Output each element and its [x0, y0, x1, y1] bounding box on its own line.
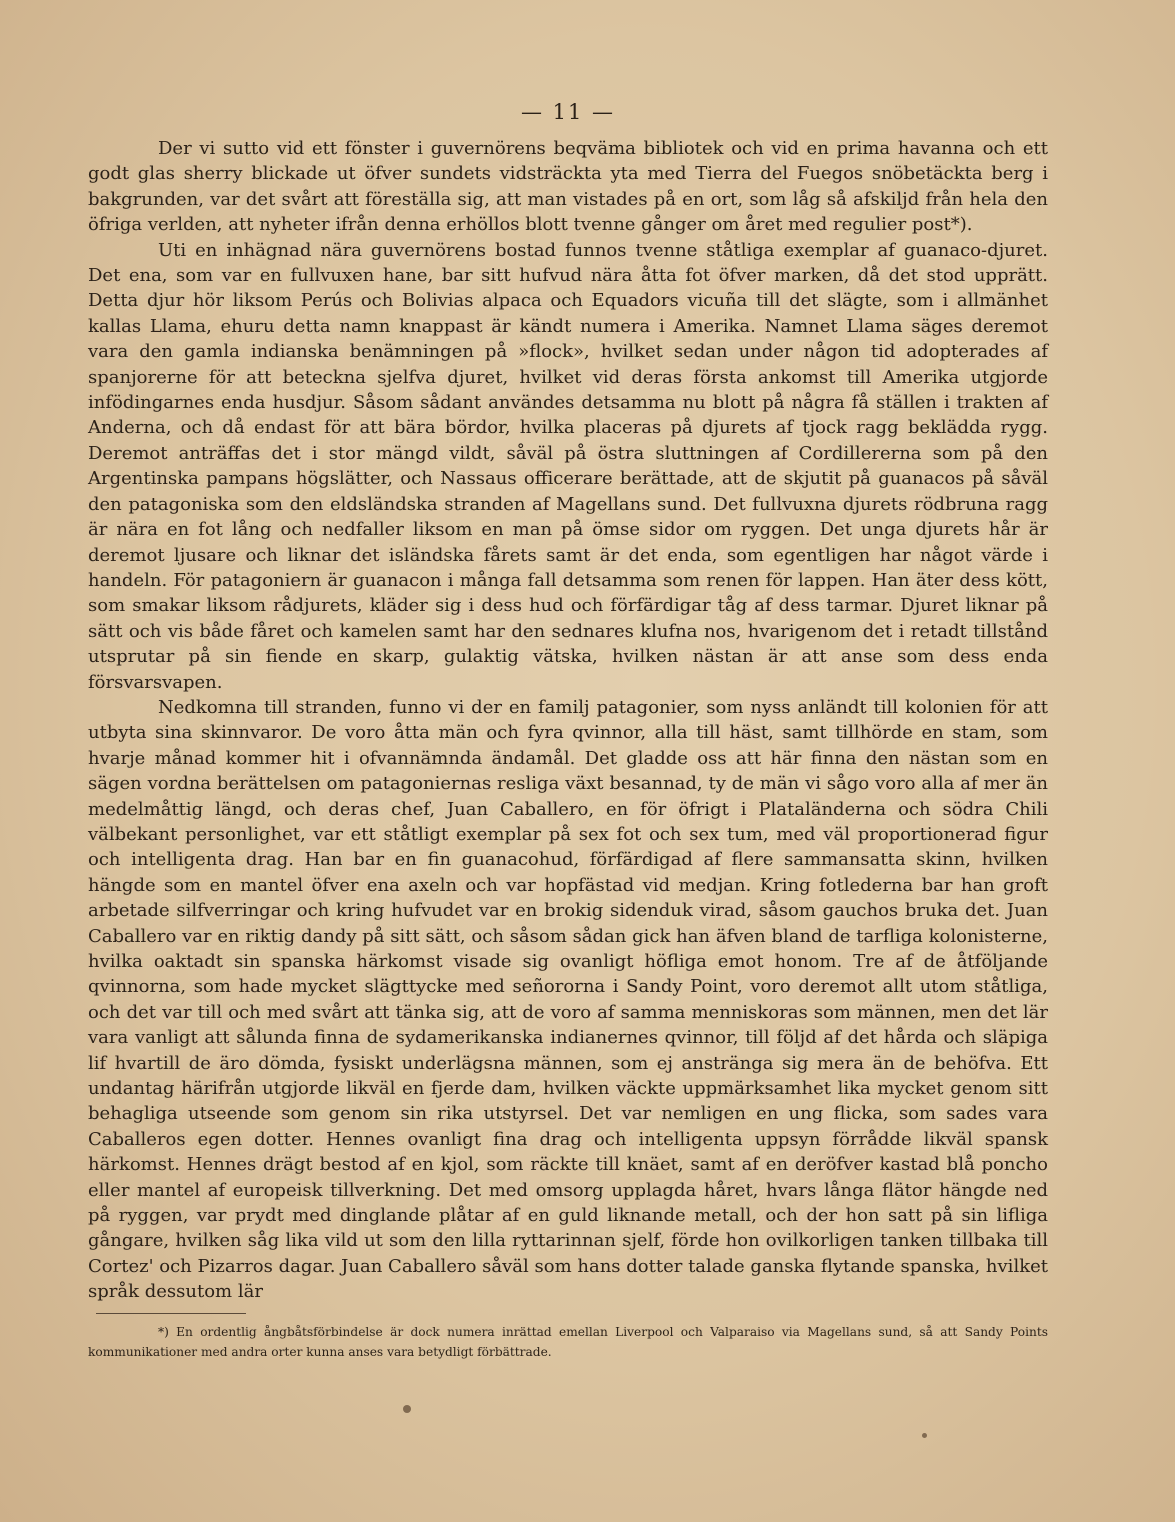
book-page — [88, 100, 1048, 1362]
body-text — [88, 136, 1048, 1305]
paragraph: Uti en inhägnad nära guvernörens bostad funnos tvenne ståtliga exemplar af guanaco-djuret. Det ena, som var en fullvuxen hane, bar sitt hufvud nära åtta fot öfver marken, då det stod upprätt. Detta djur hör liksom Perús och Bolivias alpaca och Equadors vicuña till det slägte, som i allmänhet kallas Llama, ehuru detta namn knappast är kändt numera i Amerika. Namnet Llama säges deremot vara den gamla indianska benämningen på »flock», hvilket sedan under någon tid adopterades af spanjorerne för att beteckna sjelfva djuret, hvilket vid deras första ankomst till Amerika utgjorde infödingarnes enda husdjur. Såsom sådant användes detsamma nu blott på några få ställen i trakten af Anderna, och då endast för att bära bördor, hvilka placeras på djurets af tjock ragg beklädda rygg. Deremot anträffas det i stor mängd vildt, såväl på östra sluttningen af Cordillererna som på den Argentinska pampans högslätter, och Nassaus officerare berättade, att de skjutit på guanacos på såväl den patagoniska som den eldsländska stranden af Magellans sund. Det fullvuxna djurets rödbruna ragg är nära en fot lång och nedfaller liksom en man på ömse sidor om ryggen. Det unga djurets hår är deremot ljusare och liknar det isländska fårets samt är det enda, som egentligen har något värde i handeln. För patagoniern är guanacon i många fall detsamma som renen för lappen. Han äter dess kött, som smakar liksom rådjurets, kläder sig i dess hud och förfärdigar tåg af dess tarmar. Djuret liknar på sätt och vis både fåret och kamelen samt har den sednares klufna nos, hvarigenom det i retadt tillstånd utsprutar på sin fiende en skarp, gulaktig vätska, hvilken nästan är att anse som dess enda försvarsvapen. — [88, 239, 1048, 693]
footnote-divider — [96, 1313, 246, 1314]
page-number: — 11 — — [520, 100, 616, 124]
footnote: *) En ordentlig ångbåtsförbindelse är dock numera inrättad emellan Liverpool och Valparaiso via Magellans sund, så att Sandy Points kommunikationer med andra orter kunna anses vara betydligt förbättrade. — [88, 1324, 1048, 1359]
ink-spot — [403, 1405, 411, 1413]
ink-spot — [922, 1433, 927, 1438]
paragraph: Der vi sutto vid ett fönster i guvernörens beqväma bibliotek och vid en prima havanna och ett godt glas sherry blickade ut öfver sundets vidsträckta yta med Tierra del Fuegos snöbetäckta berg i bakgrunden, var det svårt att föreställa sig, att man vistades på en ort, som låg så afskiljd från hela den öfriga verlden, att nyheter ifrån denna erhöllos blott tvenne gånger om året med regulier post*). — [88, 138, 1048, 236]
paragraph: Nedkomna till stranden, funno vi der en familj patagonier, som nyss anländt till kolonien för att utbyta sina skinnvaror. De voro åtta män och fyra qvinnor, alla till häst, samt tillhörde en stam, som hvarje månad kommer hit i ofvannämnda ändamål. Det gladde oss att här finna den nästan som en sägen vordna berättelsen om patagoniernas resliga växt besannad, ty de män vi sågo voro alla af mer än medelmåttig längd, och deras chef, Juan Caballero, en för öfrigt i Plataländerna och södra Chili välbekant personlighet, var ett ståtligt exemplar på sex fot och sex tum, med väl proportionerad figur och intelligenta drag. Han bar en fin guanacohud, förfärdigad af flere sammansatta skinn, hvilken hängde som en mantel öfver ena axeln och var hopfästad vid medjan. Kring fotlederna bar han groft arbetade silfverringar och kring hufvudet var en brokig sidenduk virad, såsom gauchos bruka det. Juan Caballero var en riktig dandy på sitt sätt, och såsom sådan gick han äfven bland de tarfliga kolonisterne, hvilka oaktadt sin spanska härkomst visade sig ovanligt höfliga emot honom. Tre af de åtföljande qvinnorna, som hade mycket slägttycke med señororna i Sandy Point, voro deremot allt utom ståtliga, och det var till och med svårt att tänka sig, att de voro af samma menniskoras som männen, men det lär vara vanligt att sålunda finna de sydamerikanska indianernes qvinnor, till följd af det hårda och släpiga lif hvartill de äro dömda, fysiskt underlägsna männen, som ej anstränga sig mera än de behöfva. Ett undantag härifrån utgjorde likväl en fjerde dam, hvilken väckte uppmärksamhet lika mycket genom sitt behagliga utseende som genom sin rika utstyrsel. Det var nemligen en ung flicka, som sades vara Caballeros egen dotter. Hennes ovanligt fina drag och intelligenta uppsyn förrådde likväl spansk härkomst. Hennes drägt bestod af en kjol, som räckte till knäet, samt af en deröfver kastad blå poncho eller mantel af europeisk tillverkning. Det med omsorg upplagda håret, hvars långa flätor hängde ned på ryggen, var prydt med dinglande plåtar af en guld liknande metall, och der hon satt på sin lifliga gångare, hvilken såg lika vild ut som den lilla ryttarinnan sjelf, förde hon ovilkorligen tanken tillbaka till Cortez' och Pizarros dagar. Juan Caballero såväl som hans dotter talade ganska flytande spanska, hvilket språk dessutom lär — [88, 696, 1048, 1303]
